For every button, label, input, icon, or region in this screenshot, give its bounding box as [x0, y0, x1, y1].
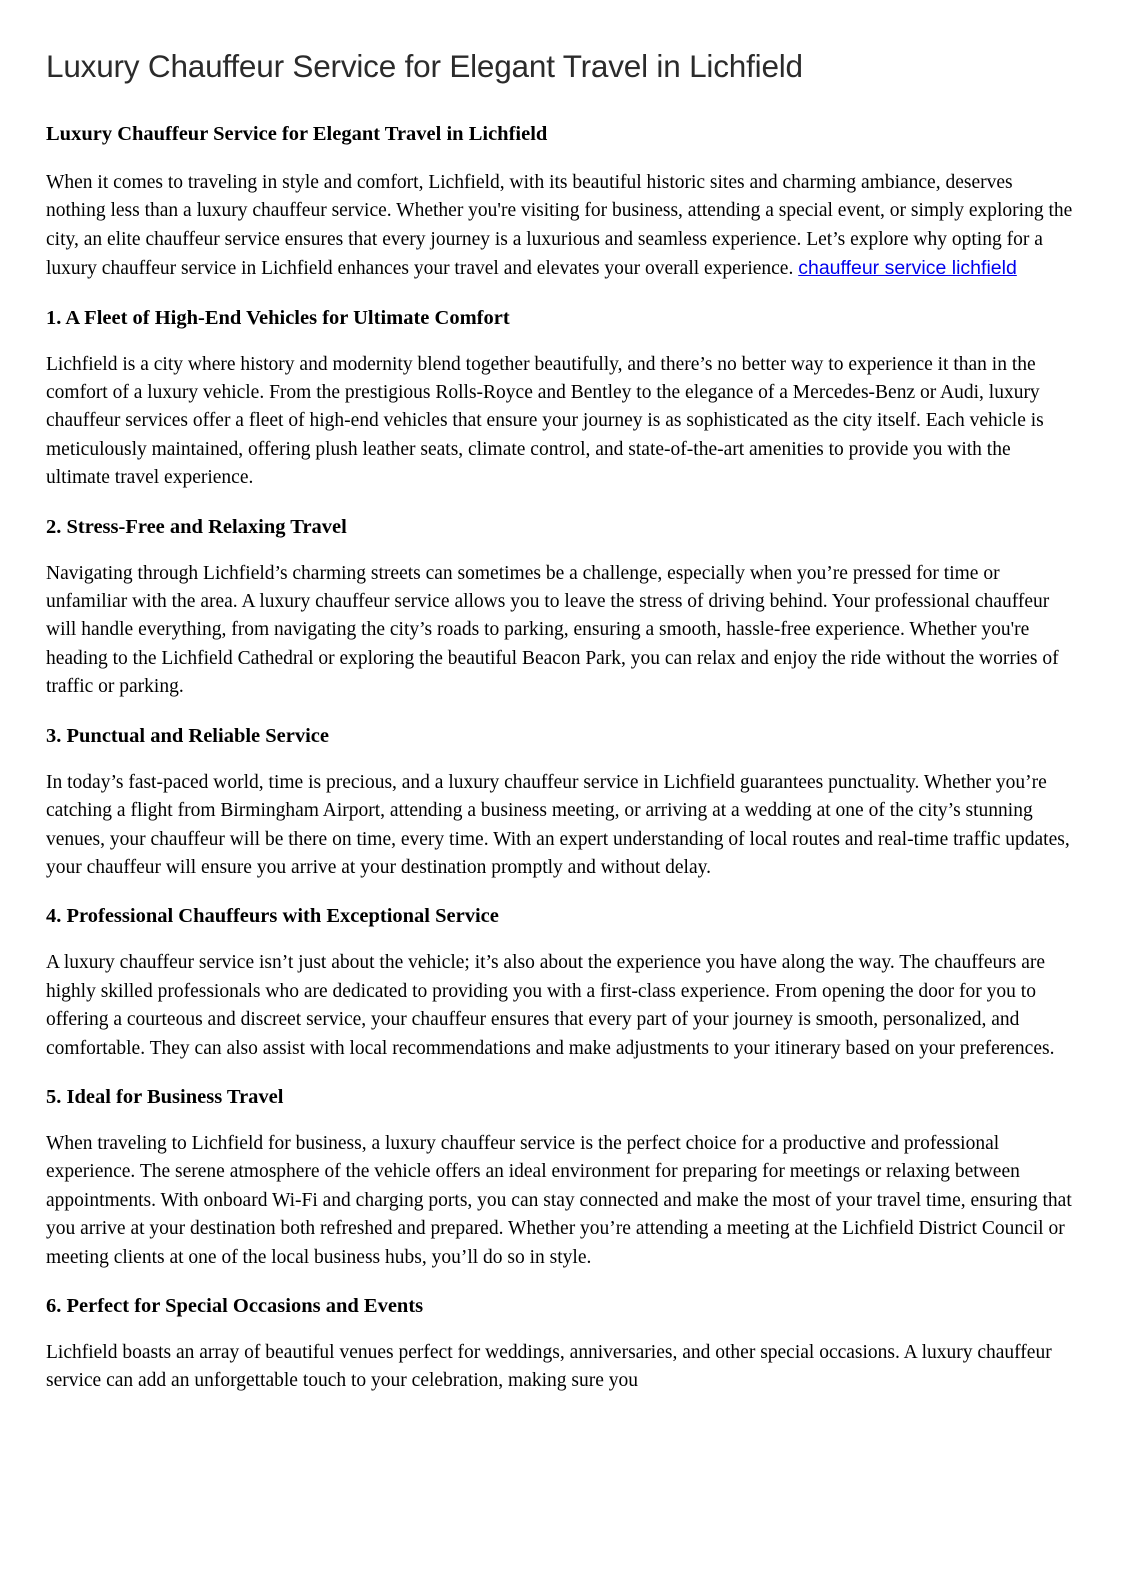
article-body [46, 123, 1077, 1396]
section-paragraph: A luxury chauffeur service isn’t just about the vehicle; it’s also about the experience you have along the way. The chauffeurs are highly skilled professionals who are dedicated to providing you with a first-class experience. From opening the door for you to offering a courteous and discreet service, your chauffeur ensures that every part of your journey is smooth, personalized, and comfortable. They can also assist with local recommendations and make adjustments to your itinerary based on your preferences. [46, 952, 1055, 1059]
section-occasions [46, 1295, 1077, 1396]
article-heading: Luxury Chauffeur Service for Elegant Travel in Lichfield [46, 123, 548, 145]
chauffeur-service-link[interactable]: chauffeur service lichfield [798, 257, 1017, 280]
section-business [46, 1086, 1077, 1272]
section-paragraph: Navigating through Lichfield’s charming streets can sometimes be a challenge, especially when you’re pressed for time or unfamiliar with the area. A luxury chauffeur service allows you to leave the stress of driving behind. Your professional chauffeur will handle everything, from navigating the city’s roads to parking, ensuring a smooth, hassle-free experience. Whether you're heading to the Lichfield Cathedral or exploring the beautiful Beacon Park, you can relax and enjoy the ride without the worries of traffic or parking. [46, 562, 1059, 698]
section-punctual [46, 725, 1077, 883]
section-professional [46, 905, 1077, 1063]
section-fleet [46, 307, 1077, 493]
page-title: Luxury Chauffeur Service for Elegant Travel in Lichfield [46, 48, 803, 84]
section-heading: 2. Stress-Free and Relaxing Travel [46, 515, 347, 538]
section-heading: 3. Punctual and Reliable Service [46, 724, 330, 747]
section-paragraph: Lichfield boasts an array of beautiful venues perfect for weddings, anniversaries, and other special occasions. A luxury chauffeur service can add an unforgettable touch to your celebration, making sure you [46, 1341, 1052, 1392]
section-paragraph: When traveling to Lichfield for business, a luxury chauffeur service is the perfect choice for a productive and professional experience. The serene atmosphere of the vehicle offers an ideal environment for preparing for meetings or relaxing between appointments. With onboard Wi-Fi and charging ports, you can stay connected and make the most of your travel time, ensuring that you arrive at your destination both refreshed and prepared. Whether you’re attending a meeting at the Lichfield District Council or meeting clients at one of the local business hubs, you’ll do so in style. [46, 1132, 1072, 1268]
section-heading: 4. Professional Chauffeurs with Exceptional Service [46, 905, 499, 928]
section-heading: 5. Ideal for Business Travel [46, 1085, 284, 1108]
intro-text: When it comes to traveling in style and comfort, Lichfield, with its beautiful historic sites and charming ambiance, deserves nothing less than a luxury chauffeur service. Whether you're visiting for business, attending a special event, or simply exploring the city, an elite chauffeur service ensures that every journey is a luxurious and seamless experience. Let’s explore why opting for a luxury chauffeur service in Lichfield enhances your travel and elevates your overall experience. [46, 172, 1073, 280]
section-heading: 6. Perfect for Special Occasions and Events [46, 1294, 424, 1317]
section-paragraph: Lichfield is a city where history and modernity blend together beautifully, and there’s no better way to experience it than in the comfort of a luxury vehicle. From the prestigious Rolls-Royce and Bentley to the elegance of a Mercedes-Benz or Audi, luxury chauffeur services offer a fleet of high-end vehicles that ensure your journey is as sophisticated as the city itself. Each vehicle is meticulously maintained, offering plush leather seats, climate control, and state-of-the-art amenities to provide you with the ultimate travel experience. [46, 353, 1044, 489]
section-paragraph: In today’s fast-paced world, time is precious, and a luxury chauffeur service in Lichfield guarantees punctuality. Whether you’re catching a flight from Birmingham Airport, attending a business meeting, or arriving at a wedding at one of the city’s stunning venues, your chauffeur will be there on time, every time. With an expert understanding of local routes and real-time traffic updates, your chauffeur will ensure you arrive at your destination promptly and without delay. [46, 771, 1070, 878]
intro-paragraph [46, 169, 1077, 284]
section-heading: 1. A Fleet of High-End Vehicles for Ultimate Comfort [46, 306, 510, 329]
section-stress-free [46, 516, 1077, 702]
